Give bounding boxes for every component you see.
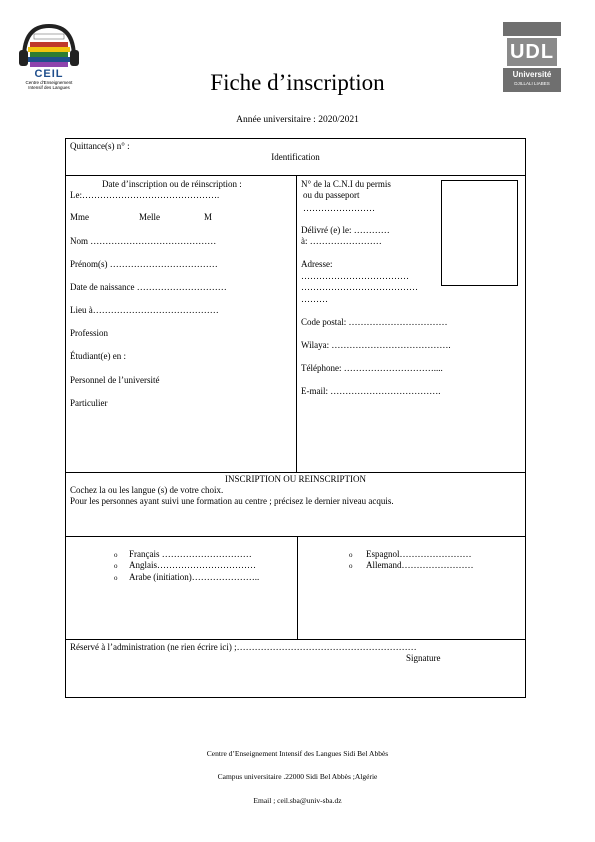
- delivre-field[interactable]: Délivré (e) le: …………: [301, 225, 390, 235]
- delivre-a-field[interactable]: à: ……………………: [301, 236, 382, 246]
- language-allemand: Allemand……………………: [366, 560, 474, 570]
- language-espagnol: Espagnol……………………: [366, 549, 472, 559]
- language-arabe: Arabe (initiation)…………………..: [129, 572, 260, 582]
- language-anglais: Anglais……………………………: [129, 560, 256, 570]
- university-logo-mark: UDL: [507, 38, 557, 66]
- checkbox-francais[interactable]: o: [114, 551, 118, 559]
- cni-field[interactable]: ……………………: [303, 203, 375, 213]
- footer-address: Campus universitaire .22000 Sidi Bel Abbès ;Algérie: [217, 772, 378, 781]
- date-naissance-field[interactable]: Date de naissance …………………………: [70, 282, 227, 292]
- title-option-m[interactable]: M: [204, 212, 213, 222]
- title-option-melle[interactable]: Melle: [139, 212, 160, 222]
- footer-email: Email ; ceil.sba@univ-sba.dz: [253, 796, 342, 805]
- inscription-heading: INSCRIPTION OU REINSCRIPTION: [224, 474, 366, 484]
- adresse-line-1[interactable]: ………………………………: [301, 271, 409, 281]
- divider-languages: [66, 536, 525, 537]
- lieu-field[interactable]: Lieu à……………………………………: [70, 305, 219, 315]
- university-logo-text: Université: [512, 70, 552, 79]
- checkbox-espagnol[interactable]: o: [349, 551, 353, 559]
- etudiant-label: Étudiant(e) en :: [70, 351, 126, 361]
- title-option-mme[interactable]: Mme: [70, 212, 89, 222]
- adresse-line-3[interactable]: ………: [301, 294, 328, 304]
- checkbox-allemand[interactable]: o: [349, 562, 353, 570]
- nom-field[interactable]: Nom ……………………………………: [70, 236, 217, 246]
- personnel-label: Personnel de l’université: [70, 375, 160, 385]
- wilaya-field[interactable]: Wilaya: ………………………………….: [301, 340, 451, 350]
- admin-reserved-label: Réservé à l’administration (ne rien écrire ici) ;……………………………………………………: [70, 642, 417, 652]
- particulier-label: Particulier: [70, 398, 108, 408]
- university-logo-banner: [503, 22, 561, 36]
- quittance-label: Quittance(s) n° :: [70, 141, 130, 151]
- ceil-logo-subtitle-1: Centre d'Enseignement: [25, 80, 73, 85]
- inscription-instruction-1: Cochez la ou les langue (s) de votre choix.: [70, 485, 224, 495]
- university-logo-subtext: DJILLALI LIABES: [514, 81, 550, 86]
- divider-inscription: [66, 472, 525, 473]
- divider-admin: [66, 639, 525, 640]
- checkbox-anglais[interactable]: o: [114, 562, 118, 570]
- ceil-logo-subtitle-2: Intensif des Langues: [28, 85, 70, 90]
- inscription-instruction-2: Pour les personnes ayant suivi une formation au centre ; précisez le dernier niveau acquis.: [70, 496, 394, 506]
- checkbox-arabe[interactable]: o: [114, 574, 118, 582]
- page-title: Fiche d’inscription: [210, 70, 385, 95]
- signature-label: Signature: [406, 653, 441, 663]
- code-postal-field[interactable]: Code postal: ……………………………: [301, 317, 448, 327]
- divider-language-columns: [297, 536, 298, 639]
- cni-label-1: N° de la C.N.I du permis: [301, 179, 391, 189]
- profession-label: Profession: [70, 328, 108, 338]
- footer-center-name: Centre d’Enseignement Intensif des Langues Sidi Bel Abbès: [206, 749, 389, 758]
- ceil-logo-text: CEIL: [34, 68, 64, 80]
- adresse-line-2[interactable]: …………………………………: [301, 282, 418, 292]
- adresse-label: Adresse:: [301, 259, 333, 269]
- cni-label-2: ou du passeport: [303, 190, 360, 200]
- telephone-field[interactable]: Téléphone: …………………………....: [301, 363, 443, 373]
- email-field[interactable]: E-mail: ……………………………….: [301, 386, 441, 396]
- divider-identity-columns: [296, 175, 297, 472]
- date-inscription-label: Date d’inscription ou de réinscription :: [102, 179, 242, 189]
- prenom-field[interactable]: Prénom(s) ………………………………: [70, 259, 218, 269]
- language-francais: Français …………………………: [129, 549, 252, 559]
- date-inscription-field[interactable]: Le:……………………………………….: [70, 190, 220, 200]
- academic-year: Année universitaire : 2020/2021: [236, 115, 359, 125]
- photo-box[interactable]: [441, 180, 518, 286]
- identification-heading: Identification: [271, 152, 320, 162]
